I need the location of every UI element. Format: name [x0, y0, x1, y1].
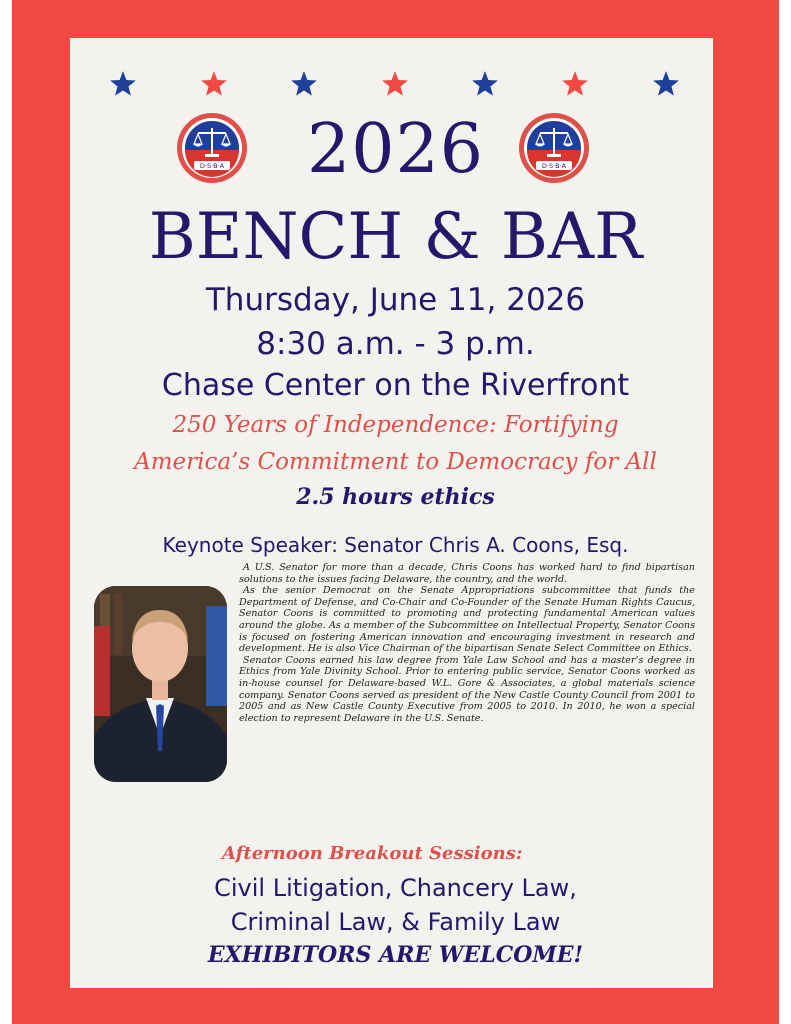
- star-icon: [200, 70, 228, 98]
- bio-paragraph: As the senior Democrat on the Senate Appropriations subcommittee that funds the Department of Defense, and Co-Chair and Co-Founder of the Senate Human Rights Caucus, Senator Coons is committed to promoting and protecting fundamental American values around the globe. As a member of the Subcommittee on Intellectual Property, Senator Coons is focused on fostering American innovation and encouraging investment in research and development. He is also Vice Chairman of the bipartisan Senate Select Committee on Ethics.: [239, 585, 695, 655]
- svg-text:D·S·B·A: D·S·B·A: [541, 162, 567, 170]
- bio-paragraph: A U.S. Senator for more than a decade, Chris Coons has worked hard to find bipartisan solutions to the issues facing Delaware, the country, and the world.: [239, 562, 695, 585]
- speaker-bio: [239, 562, 695, 724]
- star-icon: [471, 70, 499, 98]
- svg-text:D·S·B·A: D·S·B·A: [199, 162, 225, 170]
- event-theme-line2: America’s Commitment to Democracy for All: [134, 449, 657, 475]
- event-venue: Chase Center on the Riverfront: [161, 368, 630, 403]
- breakout-heading: Afternoon Breakout Sessions:: [222, 843, 523, 864]
- event-time: 8:30 a.m. - 3 p.m.: [256, 326, 535, 362]
- speaker-photo: [94, 586, 227, 782]
- event-date: Thursday, June 11, 2026: [205, 282, 586, 318]
- star-icon: [652, 70, 680, 98]
- star-icon: [381, 70, 409, 98]
- breakout-sessions-line1: Civil Litigation, Chancery Law,: [214, 874, 577, 902]
- event-year: 2026: [306, 110, 485, 189]
- bio-paragraph: Senator Coons earned his law degree from Yale Law School and has a master’s degree in Ethics from Yale Divinity School. Prior to entering public service, Senator Coons worked as in-house counsel for Delaware-based W.L. Gore & Associates, a global materials science company. Senator Coons served as president of the New Castle County Council from 2001 to 2005 and as New Castle County Executive from 2005 to 2010. In 2010, he won a special election to represent Delaware in the U.S. Senate.: [239, 654, 695, 724]
- exhibitors-note: EXHIBITORS ARE WELCOME!: [207, 942, 584, 968]
- breakout-sessions-line2: Criminal Law, & Family Law: [230, 908, 561, 936]
- star-icon: [561, 70, 589, 98]
- star-icon: [109, 70, 137, 98]
- event-title: BENCH & BAR: [148, 200, 643, 274]
- keynote-heading: Keynote Speaker: Senator Chris A. Coons, Esq.: [162, 533, 629, 557]
- ethics-credits: 2.5 hours ethics: [296, 484, 495, 510]
- event-theme-line1: 250 Years of Independence: Fortifying: [172, 412, 619, 438]
- star-icon: [290, 70, 318, 98]
